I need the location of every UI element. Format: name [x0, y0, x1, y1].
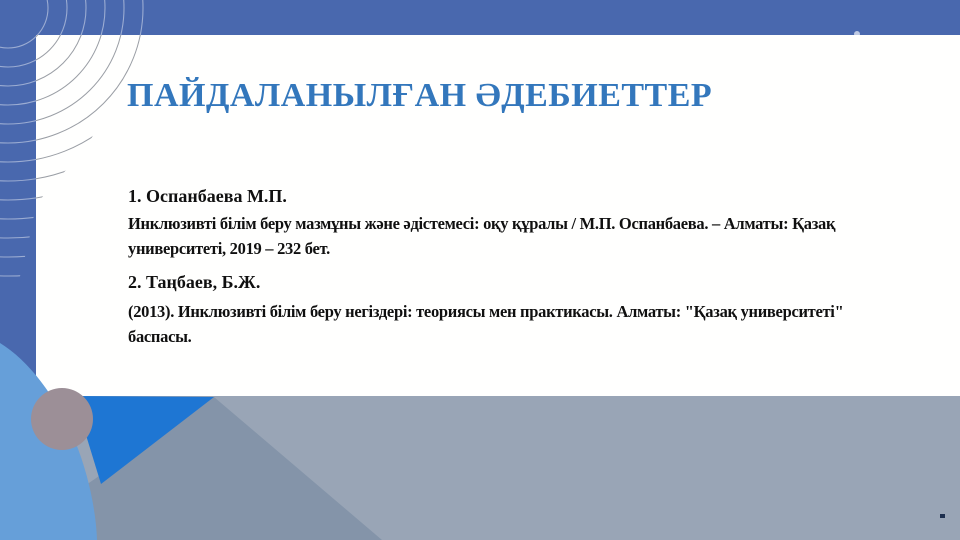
mauve-circle-shape — [31, 388, 93, 450]
reference-2-heading: 2. Таңбаев, Б.Ж. — [128, 272, 261, 292]
reference-2-citation: (2013). Инклюзивті білім беру негіздері: теориясы мен практикасы. Алматы: "Қазақ университеті" баспасы. — [128, 302, 844, 346]
slide-title: ПАЙДАЛАНЫЛҒАН ӘДЕБИЕТТЕР — [127, 77, 713, 114]
marker-dot-icon — [940, 514, 945, 518]
edge-speck-dot — [854, 31, 860, 37]
reference-1-heading: 1. Оспанбаева М.П. — [128, 186, 287, 206]
reference-1-citation: Инклюзивті білім беру мазмұны және әдістемесі: оқу құралы / М.П. Оспанбаева. – Алматы: Қазақ университеті, 2019 – 232 бет. — [128, 214, 836, 258]
